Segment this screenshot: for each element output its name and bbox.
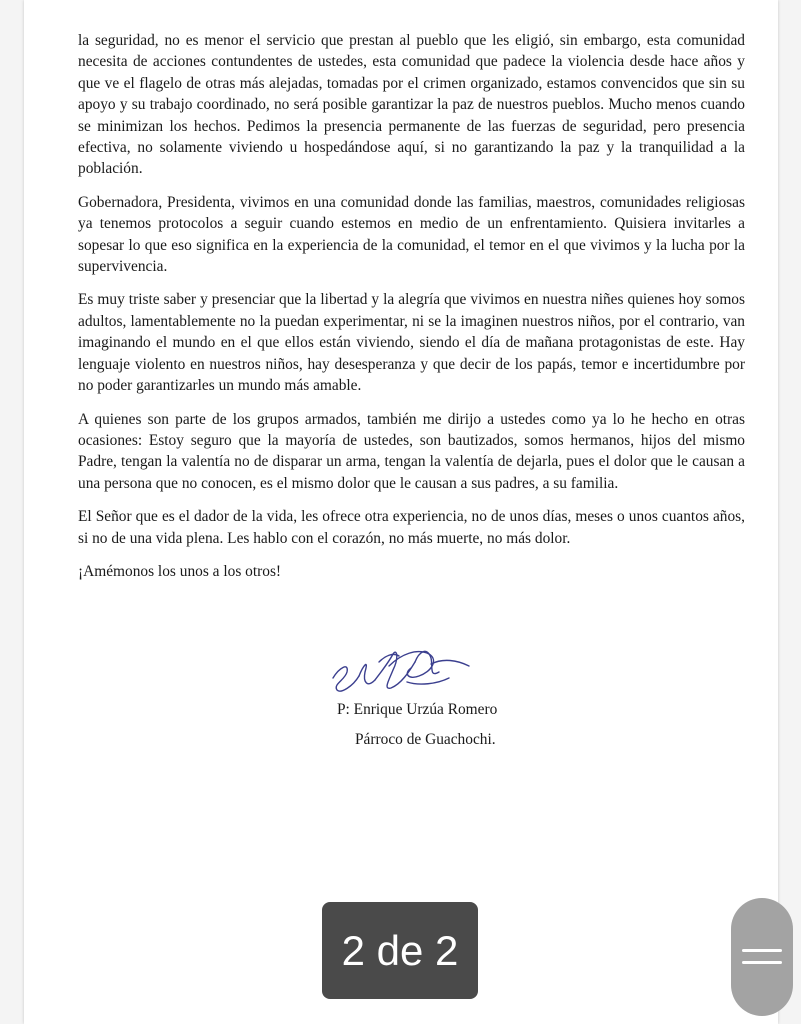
page-indicator: 2 de 2 <box>322 902 478 999</box>
paragraph-armed-groups: A quienes son parte de los grupos armados, también me dirijo a ustedes como ya lo he hecho en otras ocasiones: Estoy seguro que la mayoría de ustedes, son bautizados, somos hermanos, hijos del mismo Padre, tengan la valentía no de disparar un arma, tengan la valentía de dejarla, pues el dolor que le causan a una persona que no conocen, es el mismo dolor que le causan a sus padres, a su familia. <box>78 410 745 492</box>
letter-body <box>78 30 745 594</box>
scroll-handle[interactable] <box>731 898 793 1016</box>
signer-name: P: Enrique Urzúa Romero <box>337 701 498 718</box>
paragraph-full-life: El Señor que es el dador de la vida, les ofrece otra experiencia, no de unos días, meses o unos cuantos años, si no de una vida plena. Les hablo con el corazón, no más muerte, no más dolor. <box>78 508 745 547</box>
paragraph-children: Es muy triste saber y presenciar que la libertad y la alegría que vivimos en nuestra niñes quienes hoy somos adultos, lamentablemente no la puedan experimentar, ni se la imaginen nuestros niños, por el contrario, van imaginando el mundo en el que ellos están viviendo, siendo el día de mañana protagonistas de este. Hay lenguaje violento en nuestros niños, hay desesperanza y que decir de los papás, temor e incertidumbre por no poder garantizarles un mundo más amable. <box>78 291 745 395</box>
signature-block <box>309 632 569 762</box>
drag-handle-icon <box>742 946 782 968</box>
paragraph-protocols: Gobernadora, Presidenta, vivimos en una comunidad donde las familias, maestros, comunidades religiosas ya tenemos protocolos a seguir cuando estemos en medio de un enfrentamiento. Quisiera invitarles a sopesar lo que eso significa en la experiencia de la comunidad, el temor en el que vivimos y la lucha por la supervivencia. <box>78 193 745 276</box>
paragraph-security: la seguridad, no es menor el servicio que prestan al pueblo que les eligió, sin embargo, esta comunidad necesita de acciones contundentes de ustedes, esta comunidad que padece la violencia desde hace años y que ve el flagelo de otras más alejadas, tomadas por el crimen organizado, estamos convencidos que sin su apoyo y su trabajo coordinado, no será posible garantizar la paz de nuestros pueblos. Mucho menos cuando se minimizan los hechos. Pedimos la presencia permanente de las fuerzas de seguridad, pero presencia efectiva, no solamente viviendo u hospedándose aquí, si no garantizando la paz y la tranquilidad a la población. <box>78 32 745 178</box>
handwritten-signature <box>319 632 479 700</box>
signer-title: Párroco de Guachochi. <box>355 731 496 748</box>
document-page <box>24 0 778 1024</box>
closing-exclamation: ¡Amémonos los unos a los otros! <box>78 562 282 580</box>
